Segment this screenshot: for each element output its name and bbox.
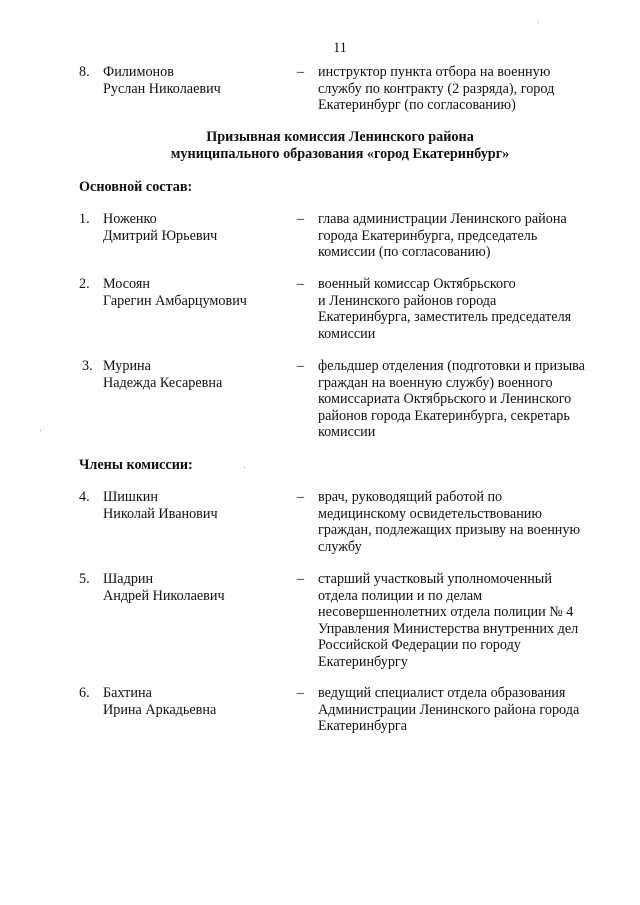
dash: – xyxy=(297,276,305,292)
scan-speck xyxy=(40,430,41,431)
entry-number: 8. xyxy=(79,64,90,80)
member-name: Мурина Надежда Кесаревна xyxy=(103,358,223,391)
entry-number: 5. xyxy=(79,571,90,587)
dash: – xyxy=(297,685,305,701)
member-name: Филимонов Руслан Николаевич xyxy=(103,64,221,97)
member-role: врач, руководящий работой по медицинскому освидетельствованию граждан, подлежащих призыву на военную службу xyxy=(318,489,581,555)
page-number: 11 xyxy=(333,40,347,56)
dash: – xyxy=(297,358,305,374)
dash: – xyxy=(297,64,305,80)
entry-number: 2. xyxy=(79,276,90,292)
member-role: старший участковый уполномоченный отдела полиции и по делам несовершеннолетних отдела полиции № 4 Управления Министерства внутренних дел Российской Федерации по городу Екатеринбургу xyxy=(318,571,579,670)
scan-speck xyxy=(538,22,539,23)
member-role: военный комиссар Октябрьского и Ленинского районов города Екатеринбурга, заместитель председателя комиссии xyxy=(318,276,572,342)
entry-number: 6. xyxy=(79,685,90,701)
dash: – xyxy=(297,489,305,505)
entry-number: 1. xyxy=(79,211,90,227)
section-members-heading: Члены комиссии: xyxy=(79,457,193,473)
entry-number: 4. xyxy=(79,489,90,505)
entry-number: 3. xyxy=(82,358,93,374)
section-main-heading: Основной состав: xyxy=(79,179,193,195)
member-name: Мосоян Гарегин Амбарцумович xyxy=(103,276,247,309)
member-role: инструктор пункта отбора на военную службу по контракту (2 разряда), город Екатеринбург (по согласованию) xyxy=(318,64,555,114)
commission-title: Призывная комиссия Ленинского района муниципального образования «город Екатеринбург» xyxy=(170,129,510,162)
dash: – xyxy=(297,571,305,587)
member-name: Ноженко Дмитрий Юрьевич xyxy=(103,211,218,244)
dash: – xyxy=(297,211,305,227)
member-role: глава администрации Ленинского района города Екатеринбурга, председатель комиссии (по согласованию) xyxy=(318,211,567,261)
member-role: фельдшер отделения (подготовки и призыва граждан на военную службу) военного комиссариата Октябрьского и Ленинского районов города Екатеринбурга, секретарь комиссии xyxy=(318,358,585,441)
member-name: Бахтина Ирина Аркадьевна xyxy=(103,685,217,718)
member-name: Шадрин Андрей Николаевич xyxy=(103,571,225,604)
scan-speck xyxy=(244,467,245,468)
member-role: ведущий специалист отдела образования Администрации Ленинского района города Екатеринбурга xyxy=(318,685,580,735)
member-name: Шишкин Николай Иванович xyxy=(103,489,218,522)
